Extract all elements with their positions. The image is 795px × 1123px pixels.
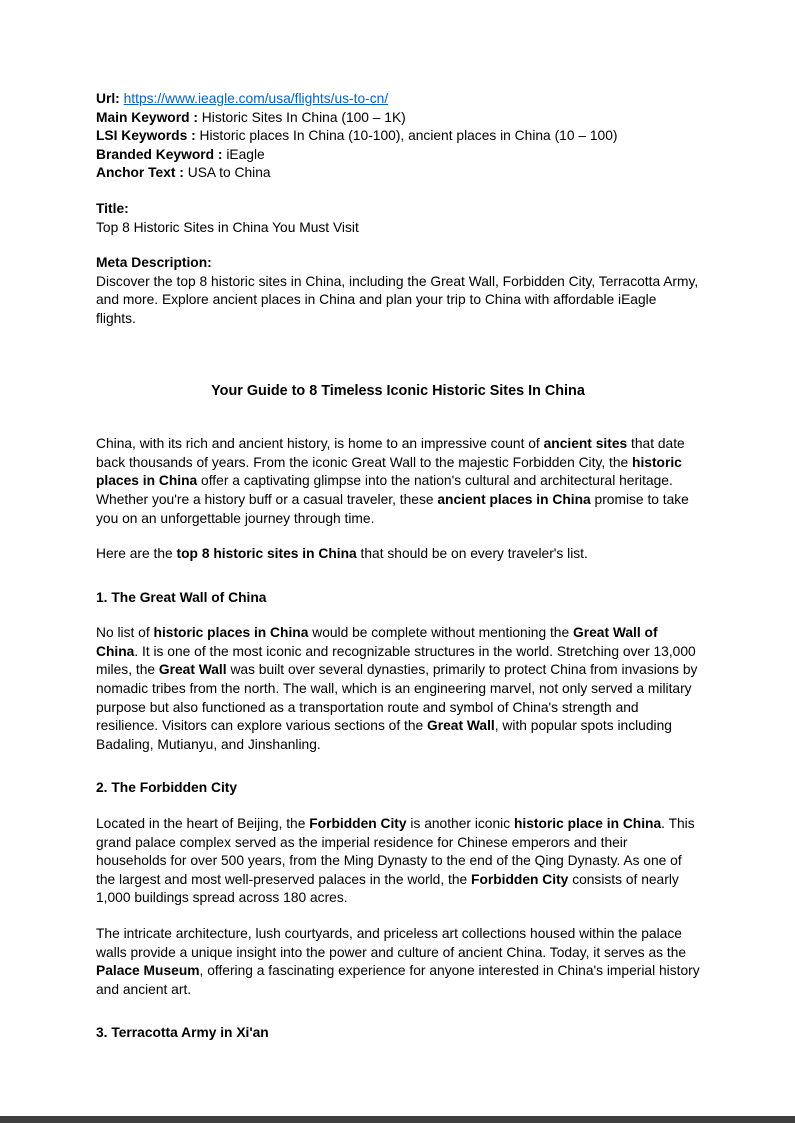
bold-text: ancient places in China (437, 491, 591, 507)
bold-text: 2. The Forbidden City (96, 780, 238, 796)
url-line (96, 90, 700, 109)
bold-text: 1. The Great Wall of China (96, 589, 267, 605)
bold-text: Branded Keyword : (96, 146, 227, 162)
bold-text: 3. Terracotta Army in Xi'an (96, 1025, 269, 1041)
bold-text: Main Keyword : (96, 109, 202, 125)
text: The intricate architecture, lush courtyards, and priceless art collections housed within the palace walls provide a unique insight into the power and culture of ancient China. Today, it serves as the (96, 926, 687, 960)
bold-text: historic places in China (153, 625, 309, 641)
bold-text: top 8 historic sites in China (176, 546, 357, 562)
text: is another iconic (406, 816, 514, 832)
text: would be complete without mentioning the (308, 625, 573, 641)
main-keyword-line (96, 109, 700, 128)
text: that date back thousands of years. From the iconic Great Wall to the majestic Forbidden City, the (96, 436, 685, 470)
bold-text: Title: (96, 200, 129, 216)
text: was built over several dynasties, primarily to protect China from invasions by nomadic tribes from the north. The wall, which is an engineering marvel, not only served a military purpose but also functioned as a transportation route and symbol of China's strength and resilience. Visitors can explore various sections of the (96, 662, 698, 734)
bold-text: Url: (96, 91, 124, 106)
bold-text: Forbidden City (471, 871, 569, 887)
section-2-heading (96, 779, 700, 798)
page-bottom-edge (0, 1116, 795, 1123)
branded-keyword-line (96, 146, 700, 165)
section-1-heading (96, 589, 700, 608)
text: , with popular spots including Badaling, Mutianyu, and Jinshanling. (96, 718, 672, 752)
bold-text: Your Guide to 8 Timeless Iconic Historic Sites In China (211, 382, 585, 399)
article-title (96, 382, 700, 401)
text: China, with its rich and ancient history, is home to an impressive count of (96, 436, 544, 452)
forbidden-city-paragraph-1 (96, 815, 700, 908)
text: that should be on every traveler's list. (356, 546, 588, 562)
title-value (96, 219, 700, 238)
anchor-text-line (96, 164, 700, 183)
bold-text: Great Wall (158, 662, 227, 678)
list-intro-paragraph (96, 545, 700, 564)
bold-text: Great Wall of China (96, 625, 658, 659)
text: offer a captivating glimpse into the nation's cultural and architectural heritage. Whether you're a history buff or a casual traveler, these (96, 473, 673, 507)
bold-text: Great Wall (427, 718, 495, 734)
bold-text: Meta Description: (96, 255, 212, 271)
text: Historic Sites In China (100 – 1K) (201, 109, 406, 125)
bold-text: ancient sites (543, 436, 628, 452)
bold-text: LSI Keywords : (96, 128, 200, 144)
text: Located in the heart of Beijing, the (96, 816, 310, 832)
forbidden-city-paragraph-2 (96, 925, 700, 999)
text: USA to China (187, 165, 271, 181)
meta-description-value (96, 273, 700, 329)
url-link[interactable]: https://www.ieagle.com/usa/flights/us-to-cn/ (123, 91, 389, 106)
text: Discover the top 8 historic sites in China, including the Great Wall, Forbidden City, Terracotta Army, and more. Explore ancient places in China and plan your trip to China with affordable iEagle flights. (96, 273, 699, 326)
bold-text: Forbidden City (309, 816, 407, 832)
great-wall-paragraph (96, 624, 700, 754)
section-3-heading (96, 1024, 700, 1043)
meta-description-label (96, 254, 700, 273)
bold-text: Palace Museum (96, 963, 200, 979)
text: Historic places In China (10-100), ancient places in China (10 – 100) (199, 128, 618, 144)
text: iEagle (226, 146, 265, 162)
text: consists of nearly 1,000 buildings spread across 180 acres. (96, 871, 679, 906)
title-label (96, 200, 700, 219)
text: , offering a fascinating experience for anyone interested in China's imperial history and ancient art. (96, 963, 700, 997)
text: . This grand palace complex served as the imperial residence for Chinese emperors and their households for over 500 years, from the Ming Dynasty to the end of the Qing Dynasty. As one of the largest and most well-preserved palaces in the world, the (96, 816, 695, 887)
bold-text: historic places in China (96, 454, 682, 489)
text: promise to take you on an unforgettable journey through time. (96, 491, 689, 526)
intro-paragraph (96, 435, 700, 528)
text: Here are the (96, 546, 177, 562)
text: Top 8 Historic Sites in China You Must Visit (96, 219, 359, 235)
lsi-keywords-line (96, 127, 700, 146)
bold-text: Anchor Text : (96, 165, 188, 181)
bold-text: historic place in China (513, 816, 662, 832)
text: No list of (96, 625, 154, 641)
text: . It is one of the most iconic and recognizable structures in the world. Stretching over 13,000 miles, the (96, 643, 696, 678)
